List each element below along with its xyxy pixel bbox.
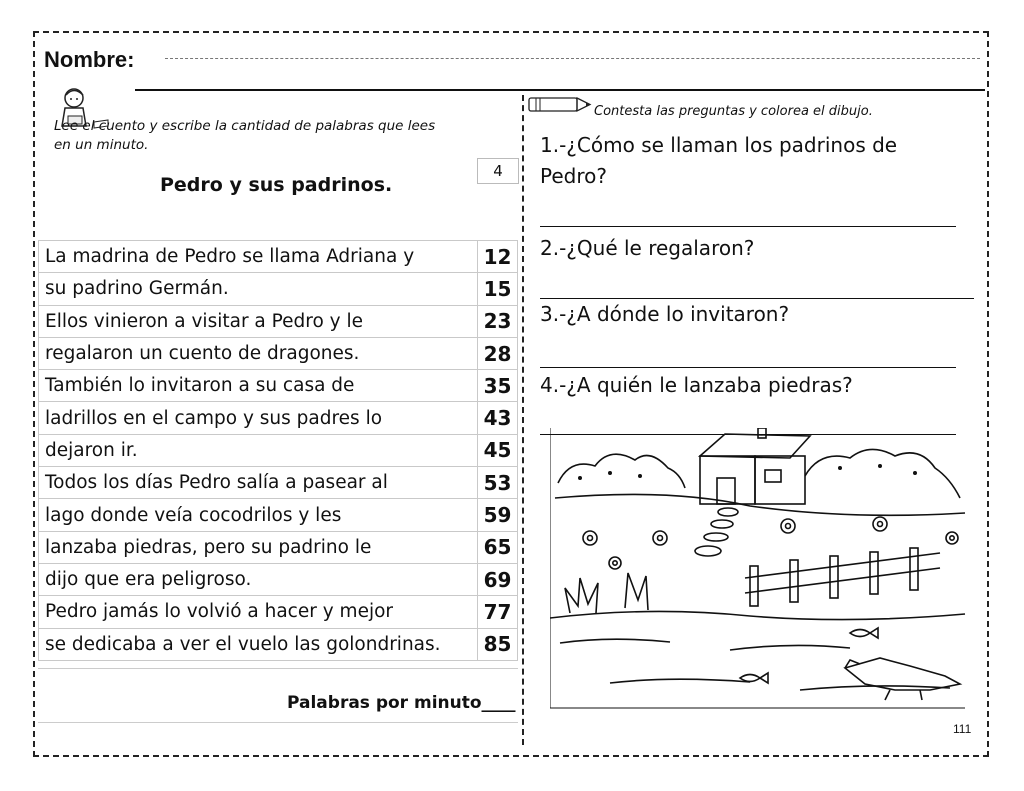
table-row [39, 434, 518, 466]
reading-table [38, 240, 518, 661]
answer-line-3[interactable] [540, 367, 956, 368]
divider-line [38, 722, 518, 723]
name-label: Nombre: [44, 47, 135, 72]
question-4: 4.-¿A quién le lanzaba piedras? [540, 373, 853, 397]
name-field[interactable] [135, 89, 985, 91]
line-text: Ellos vinieron a visitar a Pedro y le [39, 305, 478, 337]
question-2: 2.-¿Qué le regalaron? [540, 236, 755, 260]
table-row [39, 628, 518, 660]
table-row [39, 337, 518, 369]
divider-line [38, 668, 518, 669]
table-row [39, 370, 518, 402]
story-title: Pedro y sus padrinos. [160, 174, 393, 196]
table-row [39, 241, 518, 273]
word-count: 85 [478, 628, 518, 660]
line-text: ladrillos en el campo y sus padres lo [39, 402, 478, 434]
word-count: 43 [478, 402, 518, 434]
line-text: dijo que era peligroso. [39, 563, 478, 595]
word-count: 53 [478, 467, 518, 499]
word-count: 45 [478, 434, 518, 466]
word-count: 35 [478, 370, 518, 402]
line-text: dejaron ir. [39, 434, 478, 466]
word-count-box[interactable]: 4 [477, 158, 519, 184]
word-count: 65 [478, 531, 518, 563]
table-row [39, 563, 518, 595]
line-text: Todos los días Pedro salía a pasear al [39, 467, 478, 499]
word-count: 69 [478, 563, 518, 595]
page-number: 111 [953, 722, 972, 736]
name-guide-dashed [165, 58, 980, 59]
table-row [39, 499, 518, 531]
left-instruction: Lee el cuento y escribe la cantidad de palabras que lees en un minuto. [54, 118, 436, 153]
line-text: regalaron un cuento de dragones. [39, 337, 478, 369]
question-3: 3.-¿A dónde lo invitaron? [540, 302, 790, 326]
line-text: su padrino Germán. [39, 273, 478, 305]
table-row [39, 596, 518, 628]
word-count: 23 [478, 305, 518, 337]
column-divider [522, 95, 524, 745]
answer-line-1[interactable] [540, 226, 956, 227]
word-count: 15 [478, 273, 518, 305]
line-text: También lo invitaron a su casa de [39, 370, 478, 402]
question-1: 1.-¿Cómo se llaman los padrinos de Pedro? [540, 133, 898, 188]
line-text: La madrina de Pedro se llama Adriana y [39, 241, 478, 273]
table-row [39, 305, 518, 337]
table-row [39, 402, 518, 434]
right-instruction: Contesta las preguntas y colorea el dibujo. [594, 104, 873, 119]
table-row [39, 531, 518, 563]
table-row [39, 273, 518, 305]
line-text: se dedicaba a ver el vuelo las golondrinas. [39, 628, 478, 660]
line-text: lanzaba piedras, pero su padrino le [39, 531, 478, 563]
words-per-minute-field[interactable]: Palabras por minuto____ [287, 693, 516, 713]
word-count: 28 [478, 337, 518, 369]
line-text: Pedro jamás lo volvió a hacer y mejor [39, 596, 478, 628]
table-row [39, 467, 518, 499]
line-text: lago donde veía cocodrilos y les [39, 499, 478, 531]
pencil-icon [528, 95, 594, 115]
word-count: 77 [478, 596, 518, 628]
word-count: 12 [478, 241, 518, 273]
word-count: 59 [478, 499, 518, 531]
coloring-scene-illustration[interactable] [550, 428, 970, 718]
